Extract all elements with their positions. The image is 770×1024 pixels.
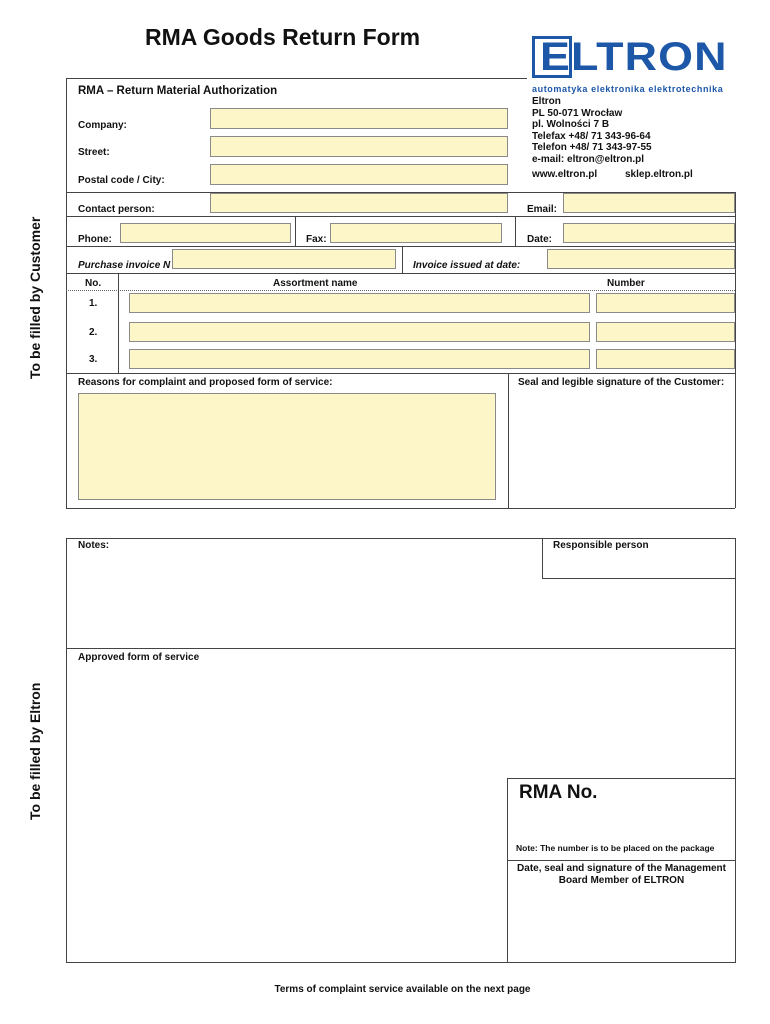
divider [507,860,736,861]
street-field[interactable] [210,136,508,157]
reasons-label: Reasons for complaint and proposed form of service: [78,377,333,388]
approved-service-label: Approved form of service [78,652,200,663]
divider [295,216,296,246]
col-name-header: Assortment name [273,278,358,289]
row-number-1: 1. [89,298,98,309]
divider [735,192,736,508]
address-phone: Telefon +48/ 71 343-97-55 [532,142,652,154]
eltron-section-label: To be filled by Eltron [27,682,43,820]
company-label: Company: [78,120,127,131]
logo-text: ELTRON [540,35,728,79]
invoice-number-label: Purchase invoice N [78,260,171,271]
divider [66,648,735,649]
reasons-textarea[interactable] [78,393,496,500]
number-2-field[interactable] [596,322,735,342]
postal-label: Postal code / City: [78,175,165,186]
street-label: Street: [78,147,110,158]
address-line1: PL 50-071 Wrocław [532,107,623,119]
date-field[interactable] [563,223,735,243]
assortment-name-1-field[interactable] [129,293,590,313]
divider [66,78,527,79]
rma-number-label: RMA No. [519,782,598,803]
assortment-name-2-field[interactable] [129,322,590,342]
invoice-date-label: Invoice issued at date: [413,260,521,271]
page-title: RMA Goods Return Form [145,24,421,50]
company-field[interactable] [210,108,508,129]
divider [508,373,509,508]
fax-field[interactable] [330,223,502,243]
logo-tagline: automatyka elektronika elektrotechnika [532,84,724,94]
phone-field[interactable] [120,223,291,243]
col-number-header: Number [607,278,645,289]
row-number-2: 2. [89,327,98,338]
divider [66,78,67,508]
address-company: Eltron [532,96,561,107]
divider [402,246,403,273]
fax-label: Fax: [306,234,327,245]
dotted-divider [66,290,735,291]
eltron-logo [532,36,737,80]
signature-label: Seal and legible signature of the Customer: [518,377,725,388]
date-label: Date: [527,234,553,245]
divider [66,246,735,247]
invoice-date-field[interactable] [547,249,735,269]
management-line-1: Date, seal and signature of the Management [517,863,726,874]
website-link[interactable]: www.eltron.pl [532,169,598,180]
assortment-name-3-field[interactable] [129,349,590,369]
divider [118,273,119,373]
phone-label: Phone: [78,234,112,245]
col-no-header: No. [85,278,102,289]
notes-label: Notes: [78,540,110,551]
shop-link[interactable]: sklep.eltron.pl [625,169,693,180]
rma-note: Note: The number is to be placed on the package [516,843,715,853]
number-1-field[interactable] [596,293,735,313]
customer-section-label: To be filled by Customer [27,216,43,379]
divider [66,373,735,374]
email-field[interactable] [563,193,735,213]
responsible-person-label: Responsible person [553,540,649,551]
contact-person-field[interactable] [210,193,508,213]
company-address [532,96,652,166]
address-email: e-mail: eltron@eltron.pl [532,153,644,165]
footer-note: Terms of complaint service available on the next page [274,984,531,995]
management-signature-label [507,863,736,887]
row-number-3: 3. [89,354,98,365]
postal-city-field[interactable] [210,164,508,185]
address-line2: pl. Wolności 7 B [532,119,610,131]
address-fax: Telefax +48/ 71 343-96-64 [532,130,651,142]
invoice-number-field[interactable] [172,249,396,269]
divider [66,273,735,274]
divider [66,216,735,217]
divider [66,508,735,509]
management-line-2: Board Member of ELTRON [558,875,685,886]
divider [515,216,516,246]
rma-header: RMA – Return Material Authorization [78,85,278,97]
number-3-field[interactable] [596,349,735,369]
email-label: Email: [527,204,558,215]
contact-label: Contact person: [78,204,155,215]
